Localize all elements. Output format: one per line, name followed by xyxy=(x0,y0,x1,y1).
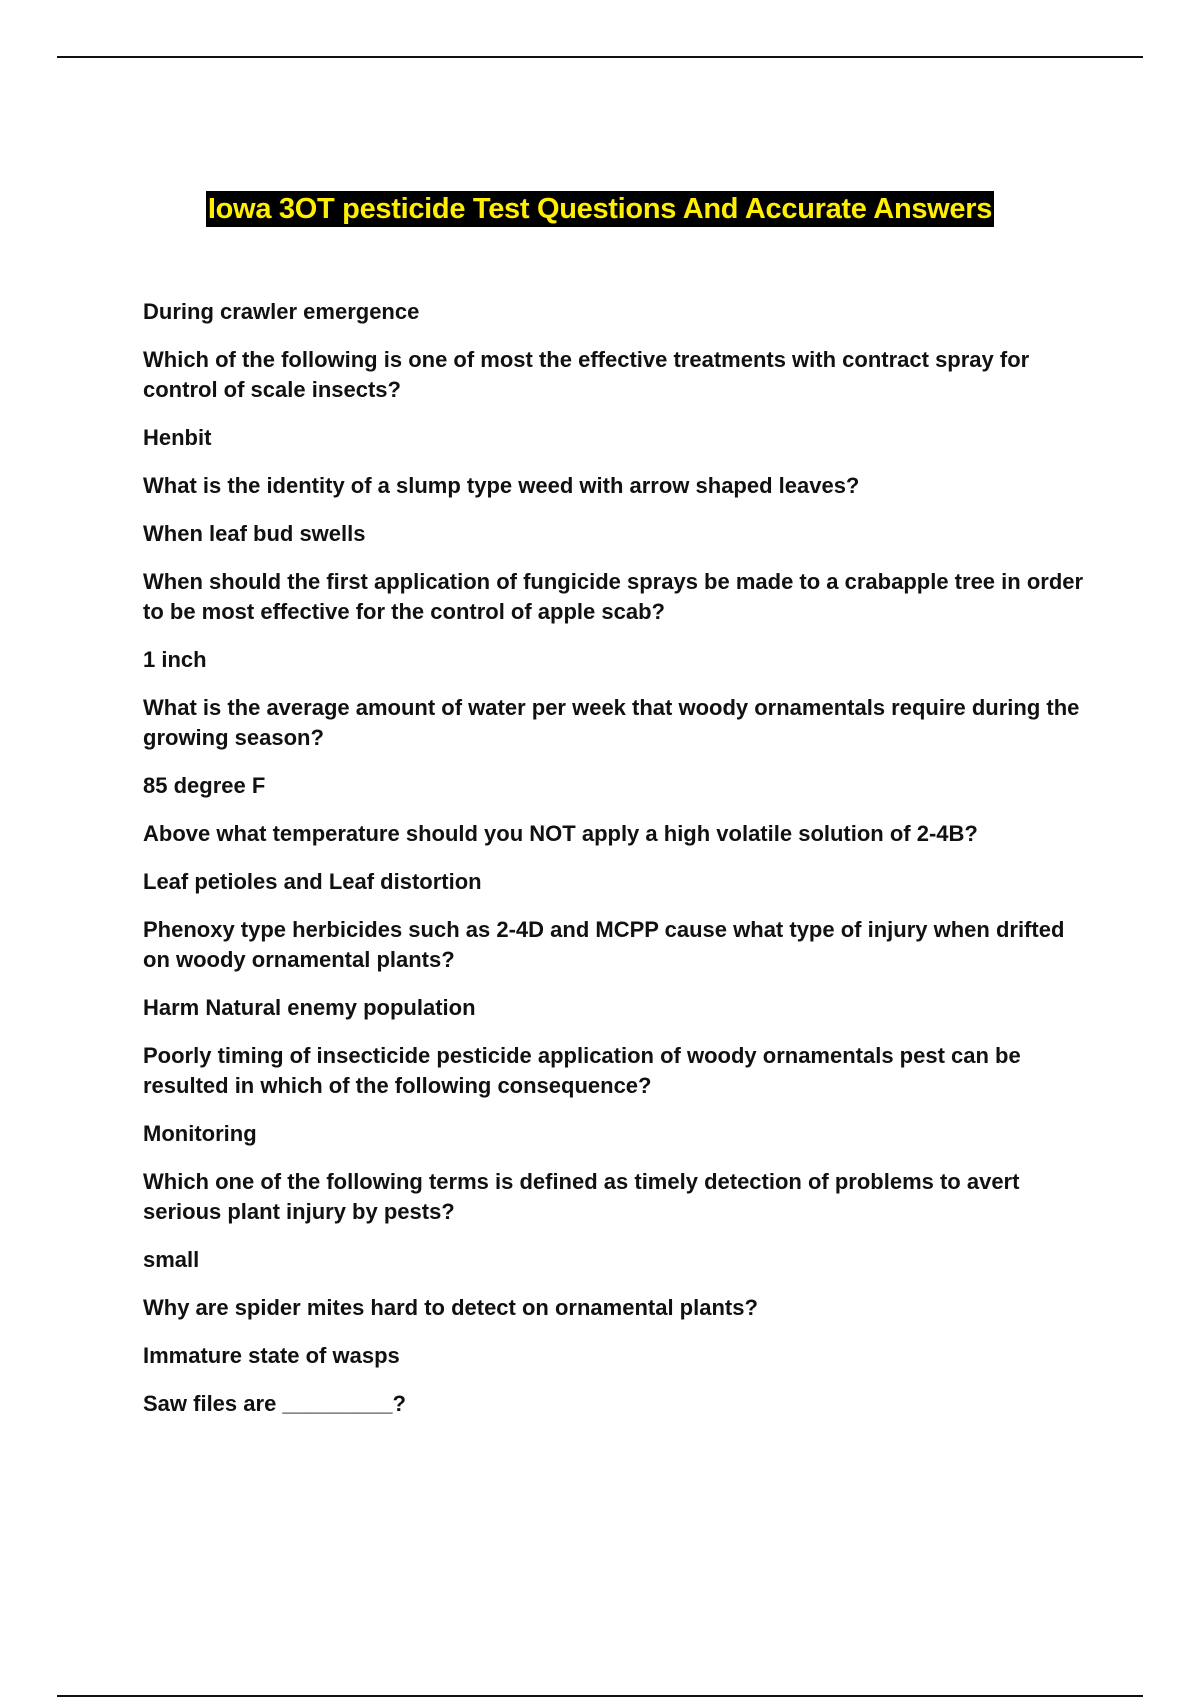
question-text: Poorly timing of insecticide pesticide application of woody ornamentals pest can be resulted in which of the following consequence? xyxy=(143,1043,1021,1098)
document-title: Iowa 3OT pesticide Test Questions And Accurate Answers xyxy=(207,193,993,225)
title-container xyxy=(0,191,1200,227)
answer-text: Harm Natural enemy population xyxy=(143,995,476,1020)
answer-text: Monitoring xyxy=(143,1121,257,1146)
answer-text: 1 inch xyxy=(143,647,207,672)
answer-text: When leaf bud swells xyxy=(143,521,366,546)
question-text: What is the identity of a slump type weed with arrow shaped leaves? xyxy=(143,473,860,498)
answer-text: Henbit xyxy=(143,425,212,450)
question-text: Above what temperature should you NOT apply a high volatile solution of 2-4B? xyxy=(143,821,978,846)
question-text: Why are spider mites hard to detect on ornamental plants? xyxy=(143,1295,758,1320)
question-text: Saw files are _________? xyxy=(143,1391,406,1416)
qa-list xyxy=(143,297,1091,1437)
question-text: Which of the following is one of most the effective treatments with contract spray for control of scale insects? xyxy=(143,347,1030,402)
top-rule xyxy=(57,56,1143,58)
question-text: When should the first application of fungicide sprays be made to a crabapple tree in order to be most effective for the control of apple scab? xyxy=(143,569,1084,624)
answer-text: Leaf petioles and Leaf distortion xyxy=(143,869,482,894)
answer-text: 85 degree F xyxy=(143,773,266,798)
answer-text: small xyxy=(143,1247,200,1272)
question-text: Phenoxy type herbicides such as 2-4D and MCPP cause what type of injury when drifted on woody ornamental plants? xyxy=(143,917,1065,972)
bottom-rule xyxy=(57,1695,1143,1697)
question-text: What is the average amount of water per week that woody ornamentals require during the growing season? xyxy=(143,695,1080,750)
answer-text: Immature state of wasps xyxy=(143,1343,400,1368)
answer-text: During crawler emergence xyxy=(143,299,420,324)
question-text: Which one of the following terms is defined as timely detection of problems to avert serious plant injury by pests? xyxy=(143,1169,1020,1224)
